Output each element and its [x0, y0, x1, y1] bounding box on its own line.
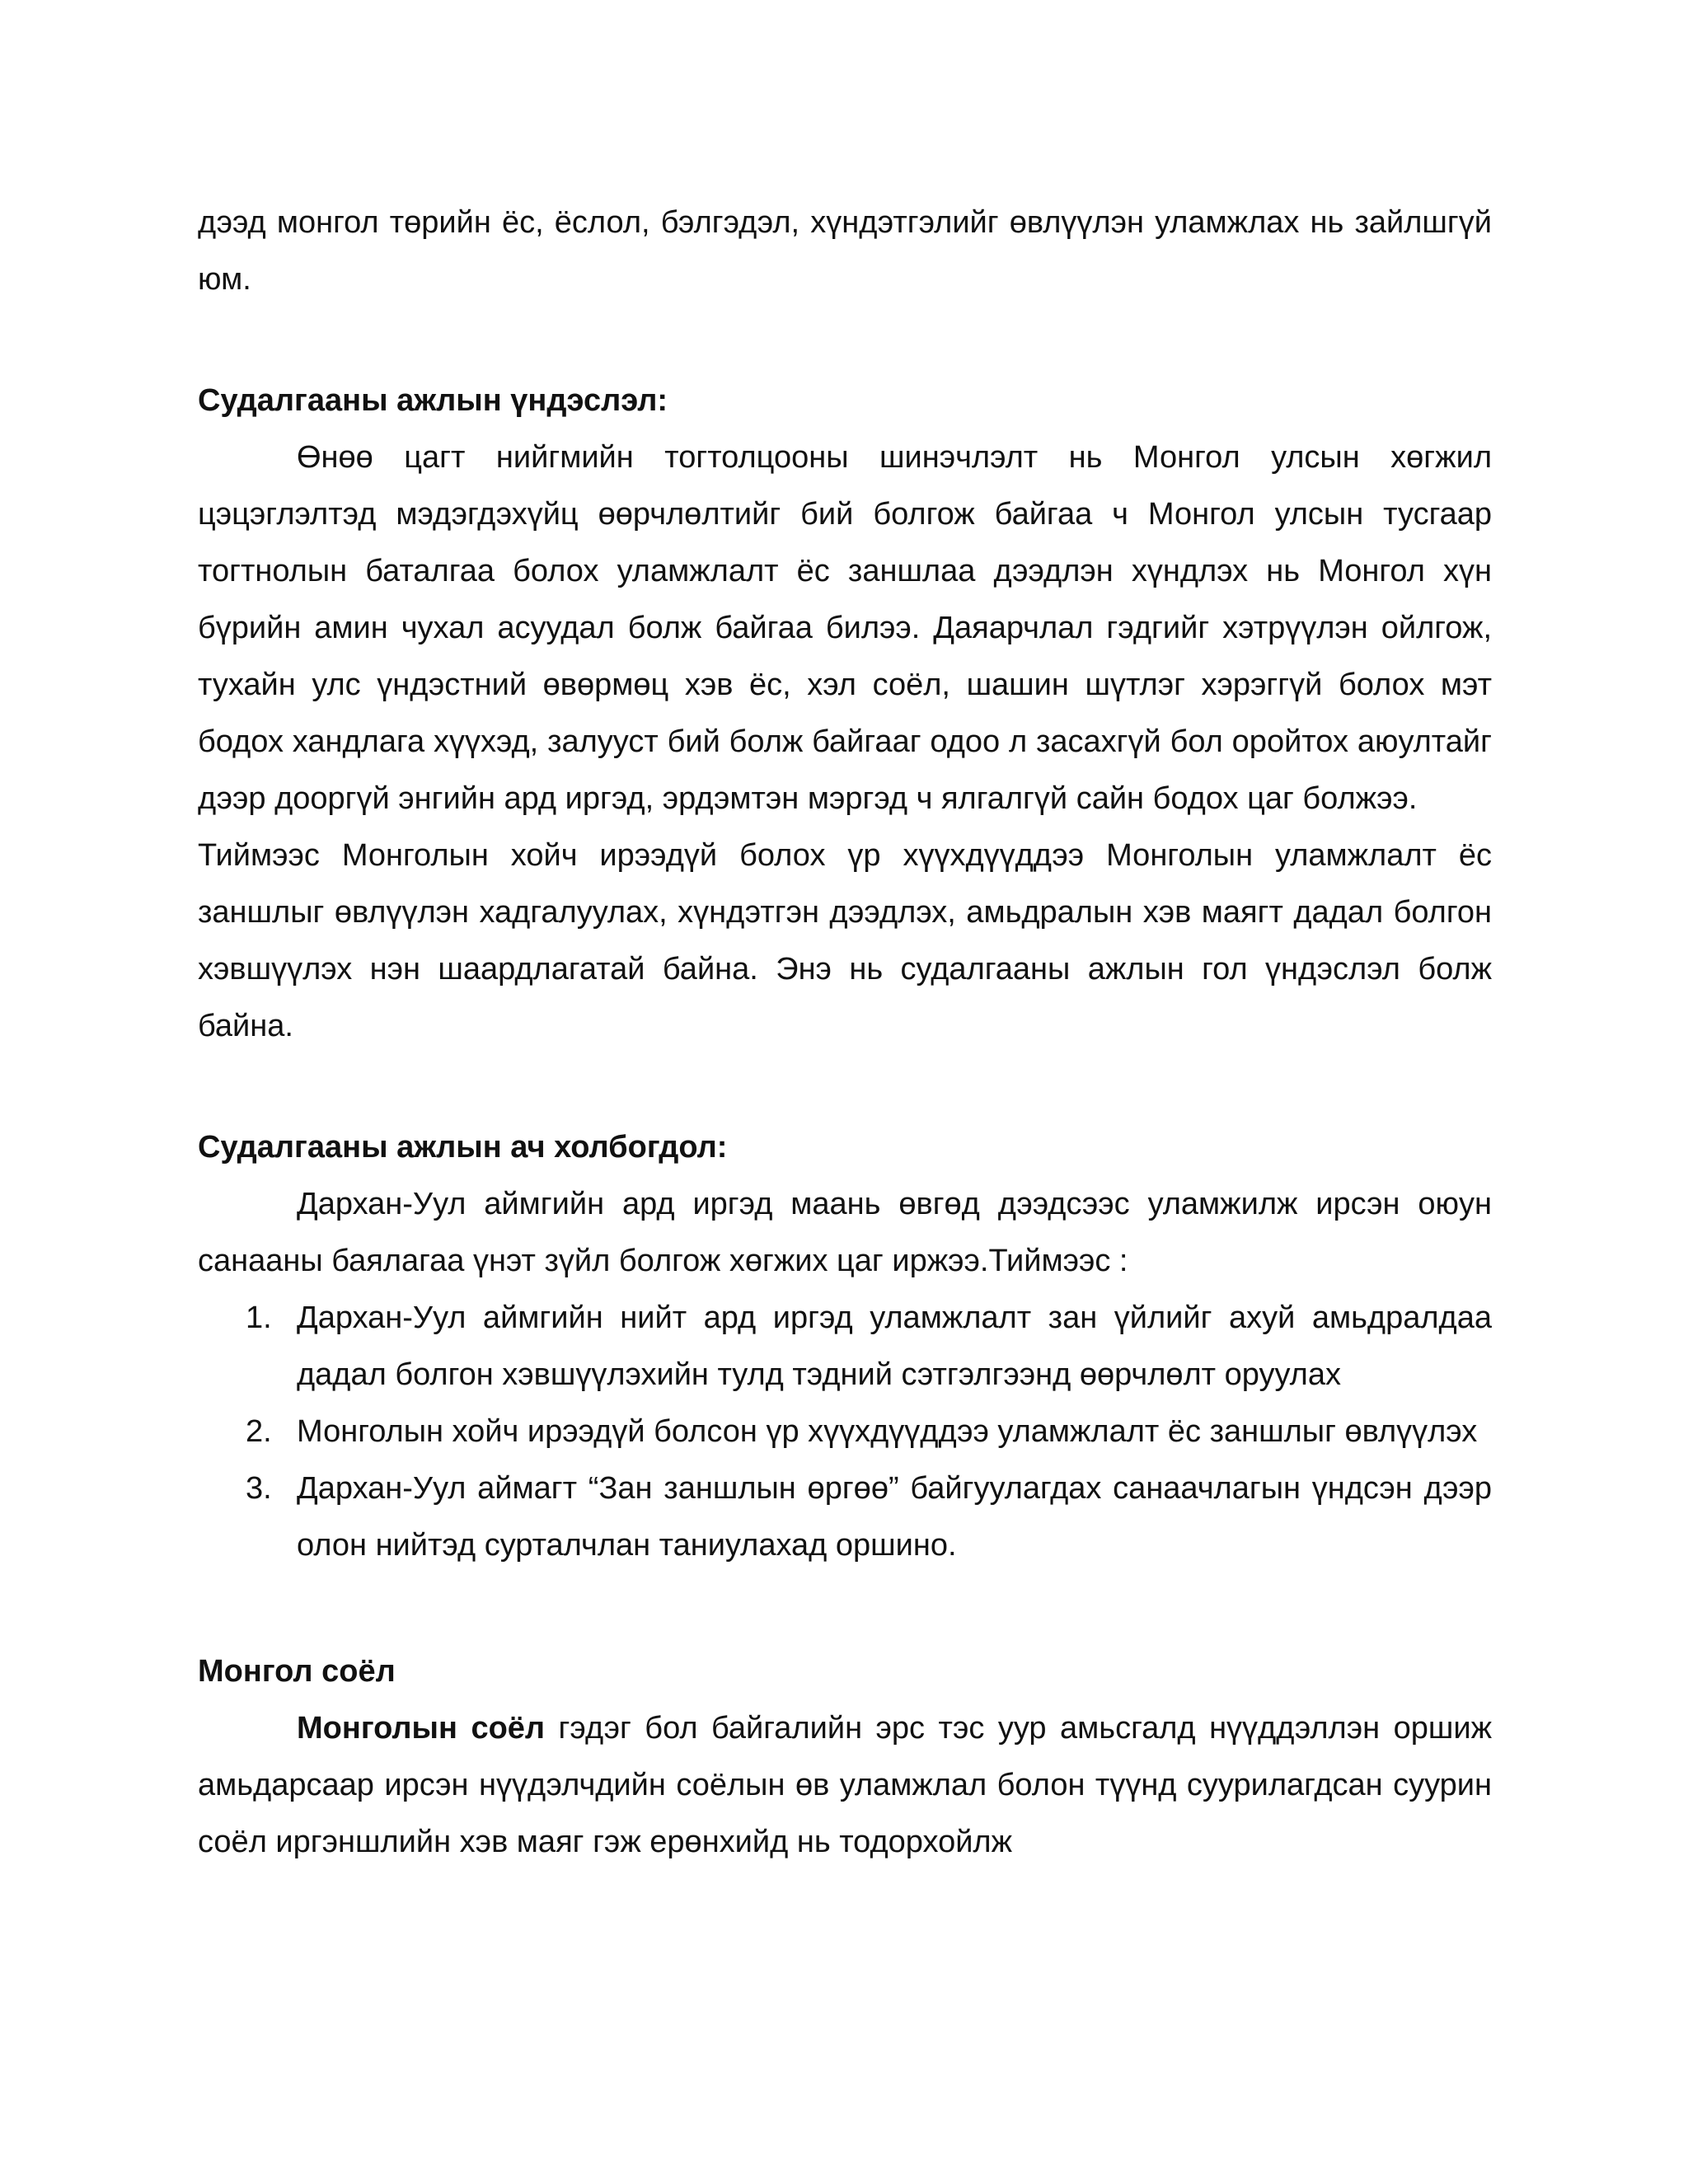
culture-lead-bold: Монголын соёл: [297, 1711, 546, 1746]
list-item: [198, 1404, 1492, 1460]
significance-list: [198, 1290, 1492, 1574]
culture-paragraph-text: гэдэг бол байгалийн эрс тэс уур амьсгалд нүүддэллэн оршиж амьдарсаар ирсэн нүүдэлчдийн соёлын өв уламжлал болон түүнд суурилагдсан суурин соёл иргэншлийн хэв маяг гэж ерөнхийд нь тодорхойлж: [198, 1711, 1492, 1859]
list-item-number: 2.: [246, 1414, 272, 1449]
list-item-text: Дархан-Уул аймагт “Зан заншлын өргөө” байгуулагдах санаачлагын үндсэн дээр олон нийтэд сурталчлан таниулахад оршино.: [297, 1471, 1492, 1563]
list-item-number: 3.: [246, 1471, 272, 1506]
spacer: [198, 308, 1492, 373]
significance-heading: Судалгааны ажлын ач холбогдол:: [198, 1130, 728, 1165]
basis-paragraph-2: Тиймээс Монголын хойч ирээдүй болох үр хүүхдүүддээ Монголын уламжлалт ёс заншлыг өвлүүлэн хадгалуулах, хүндэтгэн дээдлэх, амьдралын хэв маягт дадал болгон хэвшүүлэх нэн шаардлагатай байна. Энэ нь судалгааны ажлын гол үндэслэл болж байна.: [198, 838, 1492, 1043]
basis-paragraph-1: Өнөө цагт нийгмийн тогтолцооны шинэчлэлт нь Монгол улсын хөгжил цэцэглэлтэд мэдэгдэхүйц өөрчлөлтийг бий болгож байгаа ч Монгол улсын тусгаар тогтнолын баталгаа болох уламжлалт ёс заншлаа дээдлэн хүндлэх нь Монгол хүн бүрийн амин чухал асуудал болж байгаа билээ. Даяарчлал гэдгийг хэтрүүлэн ойлгож, тухайн улс үндэстний өвөрмөц хэв ёс, хэл соёл, шашин шүтлэг хэрэггүй болох мэт бодох хандлага хүүхэд, залууст бий болж байгааг одоо л засахгүй бол оройтох аюултайг дээр дооргүй энгийн ард иргэд, эрдэмтэн мэргэд ч ялгалгүй сайн бодох цаг болжээ.: [198, 440, 1492, 816]
intro-paragraph: дээд монгол төрийн ёс, ёслол, бэлгэдэл, хүндэтгэлийг өвлүүлэн уламжлах нь зайлшгүй юм.: [198, 205, 1492, 297]
spacer: [198, 1055, 1492, 1119]
significance-paragraph: Дархан-Уул аймгийн ард иргэд маань өвгөд дээдсээс уламжилж ирсэн оюун санааны баялагаа үнэт зүйл болгож хөгжих цаг иржээ.Тиймээс :: [198, 1187, 1492, 1278]
list-item-text: Монголын хойч ирээдүй болсон үр хүүхдүүддээ уламжлалт ёс заншлыг өвлүүлэх: [297, 1414, 1478, 1449]
basis-heading: Судалгааны ажлын үндэслэл:: [198, 383, 668, 418]
list-item: [198, 1290, 1492, 1404]
list-item: [198, 1460, 1492, 1574]
list-item-text: Дархан-Уул аймгийн нийт ард иргэд уламжлалт зан үйлийг ахуй амьдралдаа дадал болгон хэвшүүлэхийн тулд тэдний сэтгэлгээнд өөрчлөлт оруулах: [297, 1301, 1492, 1392]
spacer: [198, 1574, 1492, 1643]
culture-heading: Монгол соёл: [198, 1654, 396, 1689]
culture-paragraph: [198, 1700, 1492, 1871]
list-item-number: 1.: [246, 1301, 272, 1335]
document-page: [198, 194, 1492, 1871]
